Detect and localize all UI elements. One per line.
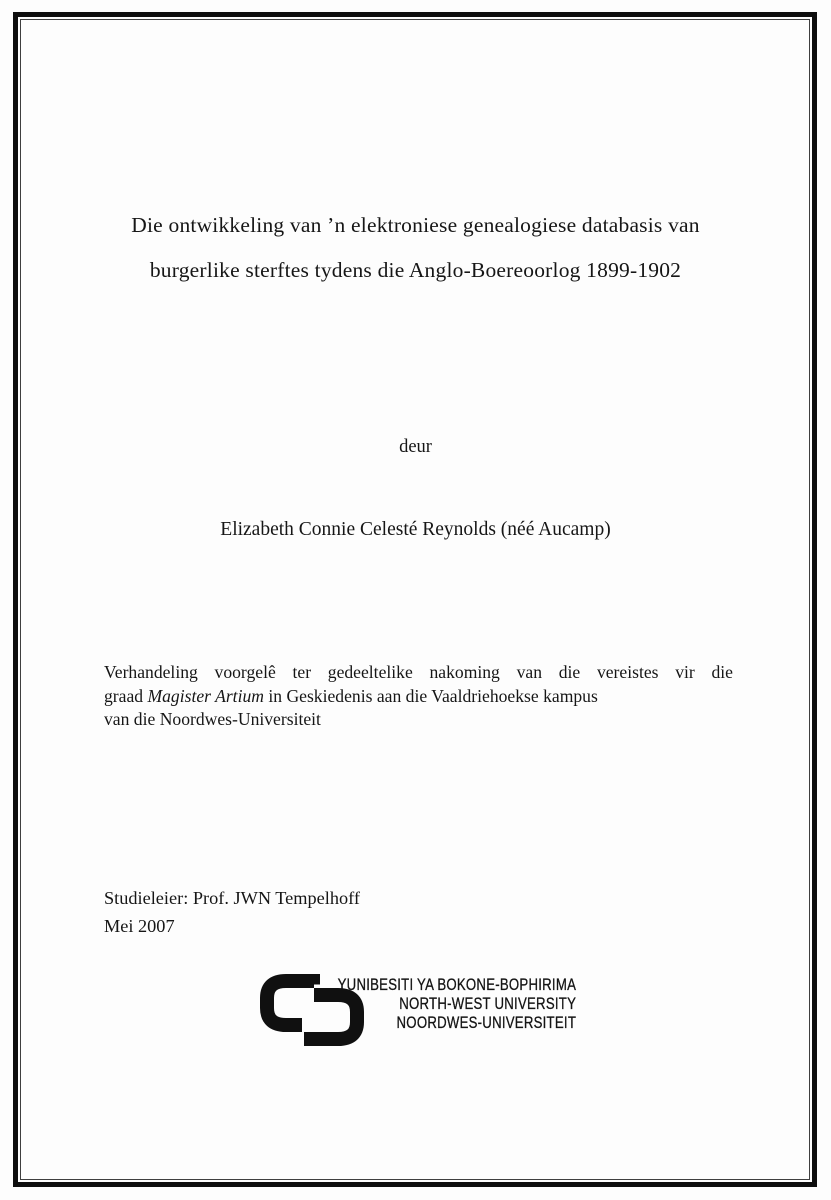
submission-statement [104,661,733,732]
thesis-title [60,203,771,293]
byline-label: deur [399,437,432,457]
logo-text-setswana: YUNIBESITI YA BOKONE-BOPHIRIMA [337,976,576,994]
university-logo [256,969,576,1055]
submission-line-2-before: graad [104,685,148,706]
logo-text-afrikaans: NOORDWES-UNIVERSITEIT [396,1014,576,1033]
date-line: Mei 2007 [104,915,175,936]
author-name: Elizabeth Connie Celesté Reynolds (néé Aucamp) [220,519,611,540]
supervisor-line: Studieleier: Prof. JWN Tempelhoff [104,888,360,908]
thesis-title-line-1: Die ontwikkeling van ’n elektroniese genealogiese databasis van [131,213,700,237]
university-logo-text [338,976,577,1034]
submission-line-2 [104,685,733,709]
degree-name-italic: Magister Artium [147,685,264,706]
thesis-title-line-2: burgerlike sterftes tydens die Anglo-Boereoorlog 1899-1902 [149,258,682,282]
supervisor-and-date [104,885,360,940]
submission-line-1: Verhandeling voorgelê ter gedeeltelike nakoming van die vereistes vir die [104,662,733,682]
logo-text-english: NORTH-WEST UNIVERSITY [399,995,576,1014]
submission-line-2-after: in Geskiedenis aan die Vaaldriehoekse kampus [263,685,598,706]
submission-line-3: van die Noordwes-Universiteit [104,709,321,730]
